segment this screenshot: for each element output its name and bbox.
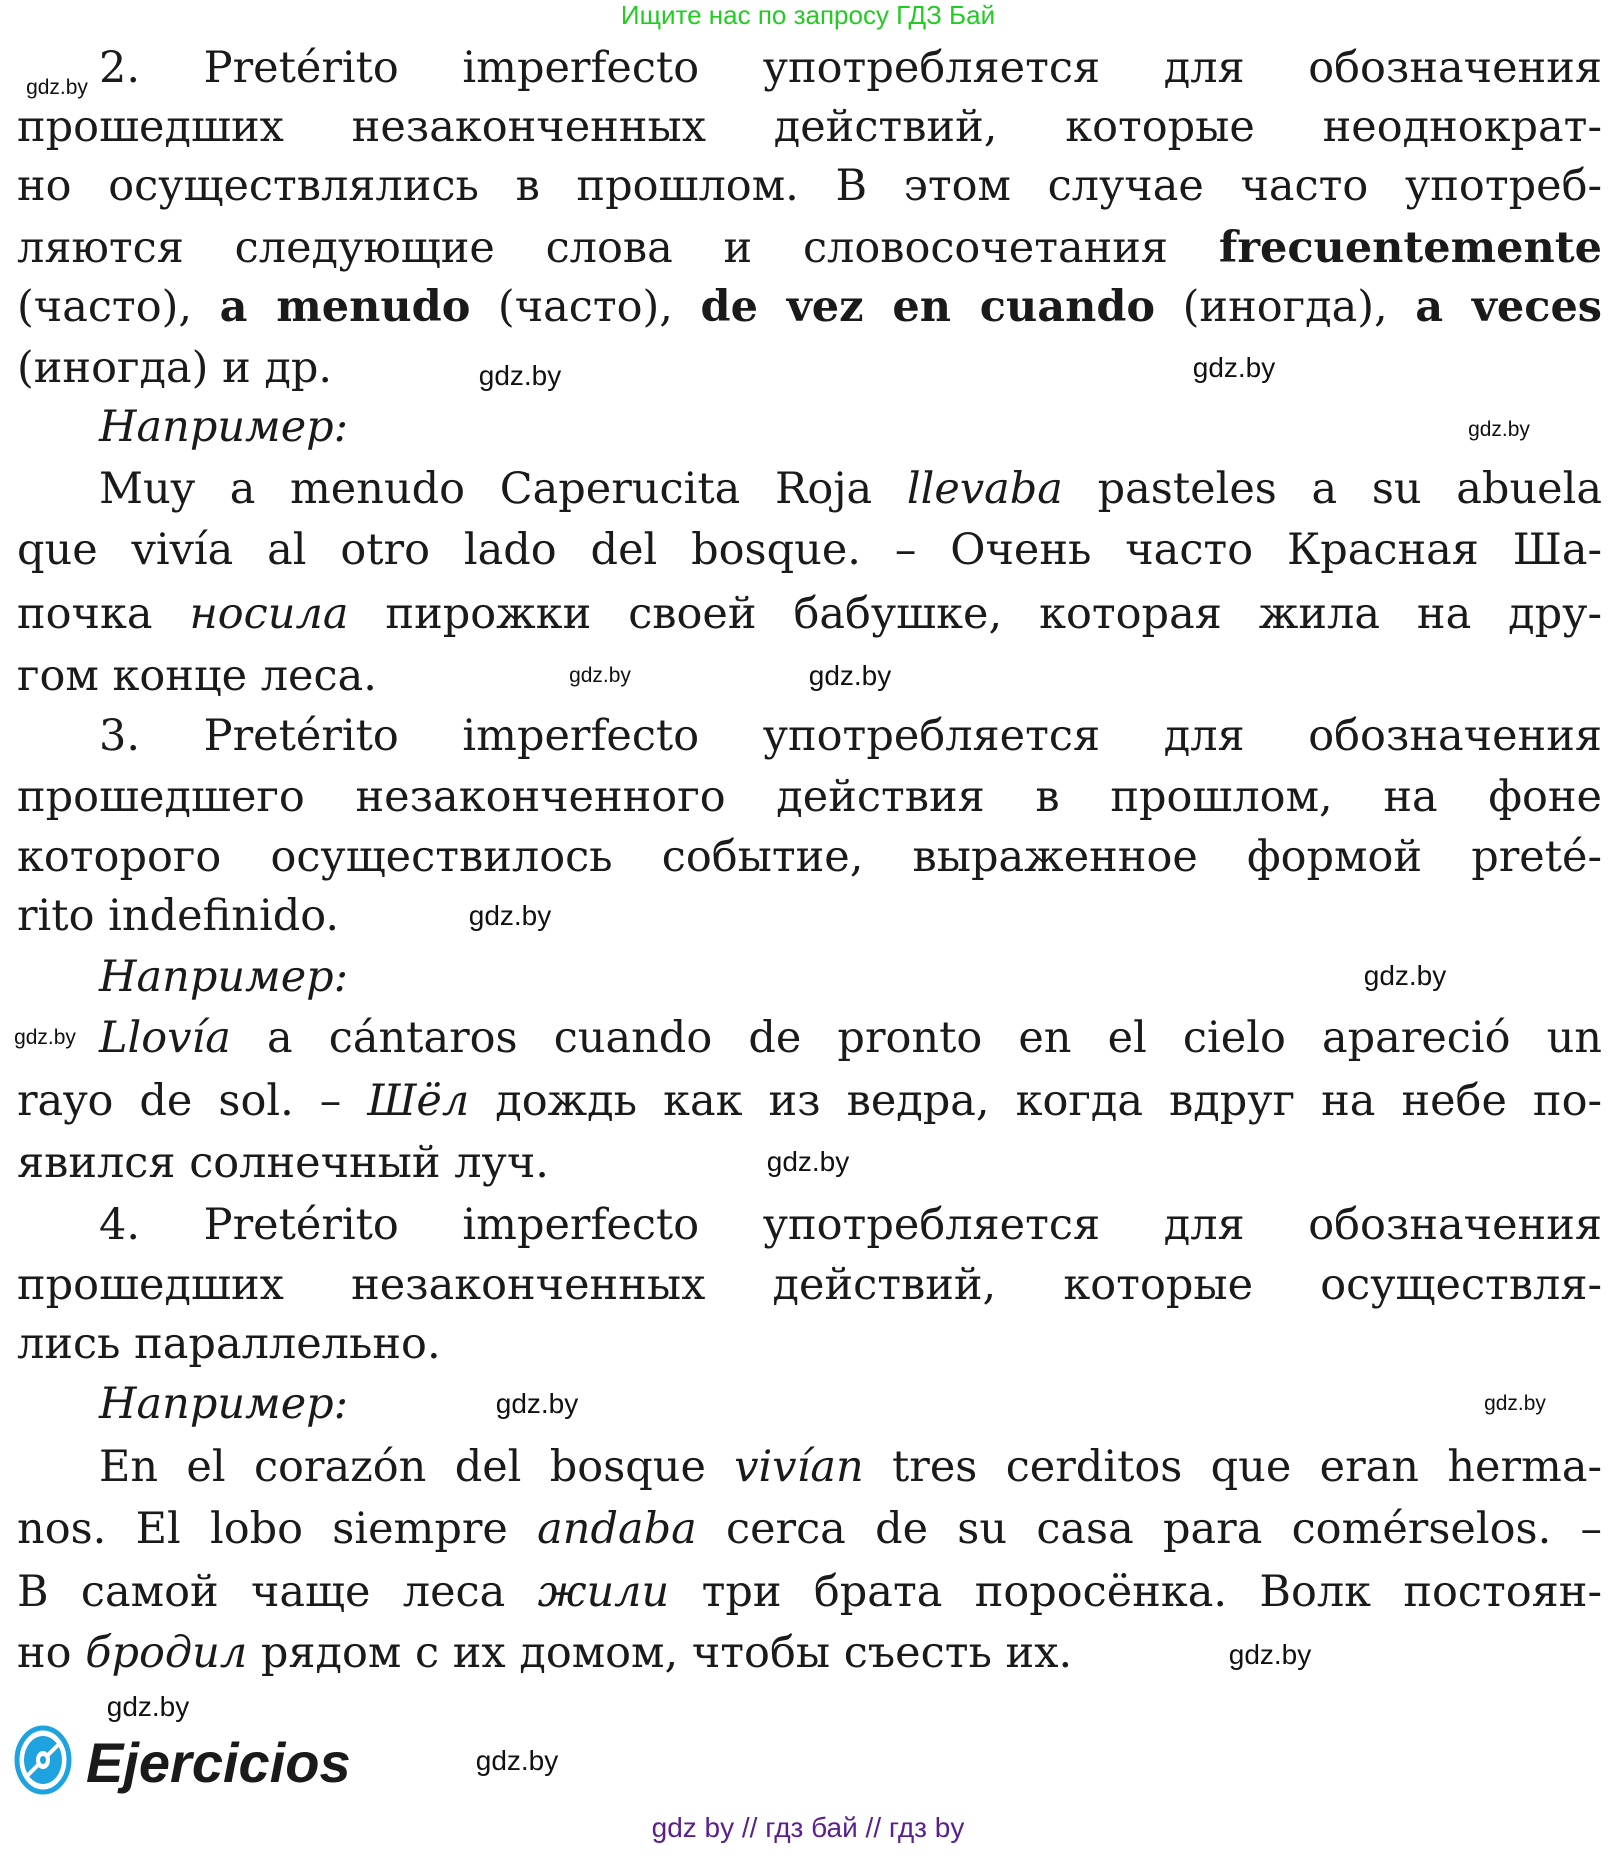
text-run: 4. Pretérito imperfecto употребляется для обозначения <box>99 1200 1602 1250</box>
text-run: дождь как из ведра, когда вдруг на небе по- <box>469 1076 1602 1126</box>
text-line <box>17 1566 1602 1618</box>
text-run: (иногда) и др. <box>17 343 333 393</box>
italic-term: носила <box>189 589 349 639</box>
text-line <box>17 524 1602 576</box>
text-line <box>99 401 1602 453</box>
italic-term: Llovía <box>99 1013 231 1063</box>
exercises-title: Ejercicios <box>86 1730 351 1794</box>
italic-term: бродил <box>85 1628 248 1678</box>
text-line <box>17 890 1602 942</box>
text-line <box>99 1199 1602 1251</box>
text-run: tres cerditos que eran herma- <box>863 1442 1602 1492</box>
gdz-watermark: gdz.by <box>569 664 631 687</box>
text-line <box>17 1627 1602 1679</box>
gdz-watermark: gdz.by <box>1484 1392 1546 1415</box>
bold-term: frecuentemente <box>1218 223 1602 273</box>
text-line <box>99 1378 1602 1430</box>
gdz-watermark: gdz.by <box>1363 960 1447 991</box>
text-run: Muy a menudo Caperucita Roja <box>99 464 907 514</box>
gdz-watermark: gdz.by <box>14 1026 76 1049</box>
gdz-watermark: gdz.by <box>106 1691 190 1722</box>
text-line <box>99 463 1602 515</box>
italic-term: Например: <box>99 952 349 1002</box>
text-run: прошедшего незаконченного действия в прошлом, на фоне <box>17 772 1602 822</box>
italic-term: Например: <box>99 1379 349 1429</box>
text-run: прошедших незаконченных действий, которые неоднократ- <box>17 102 1602 152</box>
italic-term: llevaba <box>906 464 1063 514</box>
text-run: (часто), <box>470 282 701 332</box>
italic-term: andaba <box>537 1504 697 1554</box>
text-line <box>99 710 1602 762</box>
text-line <box>17 101 1602 153</box>
text-run: лись параллельно. <box>17 1319 441 1369</box>
text-line <box>99 1012 1602 1064</box>
disc-icon <box>14 1725 72 1799</box>
text-run: рядом с их домом, чтобы съесть их. <box>247 1628 1073 1678</box>
bold-term: a menudo <box>219 282 471 332</box>
text-run: rito indefinido. <box>17 891 340 941</box>
text-run: явился солнечный луч. <box>17 1138 549 1188</box>
gdz-watermark: gdz.by <box>1228 1639 1312 1670</box>
text-line <box>99 1441 1602 1493</box>
italic-term: Например: <box>99 402 349 452</box>
gdz-watermark: gdz.by <box>808 660 892 691</box>
text-run: 3. Pretérito imperfecto употребляется для обозначения <box>99 711 1602 761</box>
text-line <box>17 1503 1602 1555</box>
text-line <box>17 831 1602 883</box>
text-run: En el corazón del bosque <box>99 1442 735 1492</box>
italic-term: Шёл <box>367 1076 470 1126</box>
text-run: В самой чаще леса <box>17 1567 538 1617</box>
text-run: (часто), <box>17 282 220 332</box>
text-line <box>17 342 1602 394</box>
gdz-watermark: gdz.by <box>766 1146 850 1177</box>
text-run: 2. Pretérito imperfecto употребляется для обозначения <box>99 43 1602 93</box>
text-line <box>99 42 1602 94</box>
gdz-watermark: gdz.by <box>26 76 88 99</box>
gdz-watermark: gdz.by <box>475 1745 559 1776</box>
text-run: почка <box>17 589 190 639</box>
text-run: a cántaros cuando de pronto en el cielo apareció un <box>230 1013 1602 1063</box>
text-run: pasteles a su abuela <box>1062 464 1602 514</box>
text-line <box>17 588 1602 640</box>
gdz-watermark: gdz.by <box>468 900 552 931</box>
text-run: прошедших незаконченных действий, которые осуществля- <box>17 1260 1602 1310</box>
bold-term: de vez en cuando <box>700 282 1156 332</box>
text-run: гом конце леса. <box>17 651 377 701</box>
gdz-watermark: gdz.by <box>1468 418 1530 441</box>
gdz-watermark: gdz.by <box>1192 352 1276 383</box>
text-run: но осуществлялись в прошлом. В этом случае часто употреб- <box>17 161 1602 211</box>
text-line <box>17 1318 1602 1370</box>
footer-watermark: gdz by // гдз бай // гдз by <box>651 1812 965 1843</box>
text-line <box>17 1259 1602 1311</box>
text-run: пирожки своей бабушке, которая жила на дру- <box>348 589 1603 639</box>
text-run: (иногда), <box>1155 282 1416 332</box>
text-run: три брата поросёнка. Волк постоян- <box>669 1567 1602 1617</box>
text-run: которого осуществилось событие, выраженное формой preté- <box>17 832 1602 882</box>
text-run: que vivía al otro lado del bosque. – Очень часто Красная Ша- <box>17 525 1602 575</box>
gdz-watermark: gdz.by <box>495 1388 579 1419</box>
text-run: ляются следующие слова и словосочетания <box>17 223 1219 273</box>
italic-term: vivían <box>734 1442 864 1492</box>
text-run: rayo de sol. – <box>17 1076 368 1126</box>
text-line <box>17 1075 1602 1127</box>
text-line <box>17 160 1602 212</box>
text-line <box>17 222 1602 274</box>
italic-term: жили <box>537 1567 670 1617</box>
gdz-watermark: gdz.by <box>478 360 562 391</box>
text-line <box>17 281 1602 333</box>
bold-term: a veces <box>1415 282 1603 332</box>
text-run: cerca de su casa para comérselos. – <box>696 1504 1602 1554</box>
text-run: но <box>17 1628 86 1678</box>
search-hint-banner: Ищите нас по запросу ГДЗ Бай <box>620 0 996 30</box>
text-line <box>17 771 1602 823</box>
exercises-heading <box>14 1725 351 1799</box>
text-run: nos. El lobo siempre <box>17 1504 538 1554</box>
